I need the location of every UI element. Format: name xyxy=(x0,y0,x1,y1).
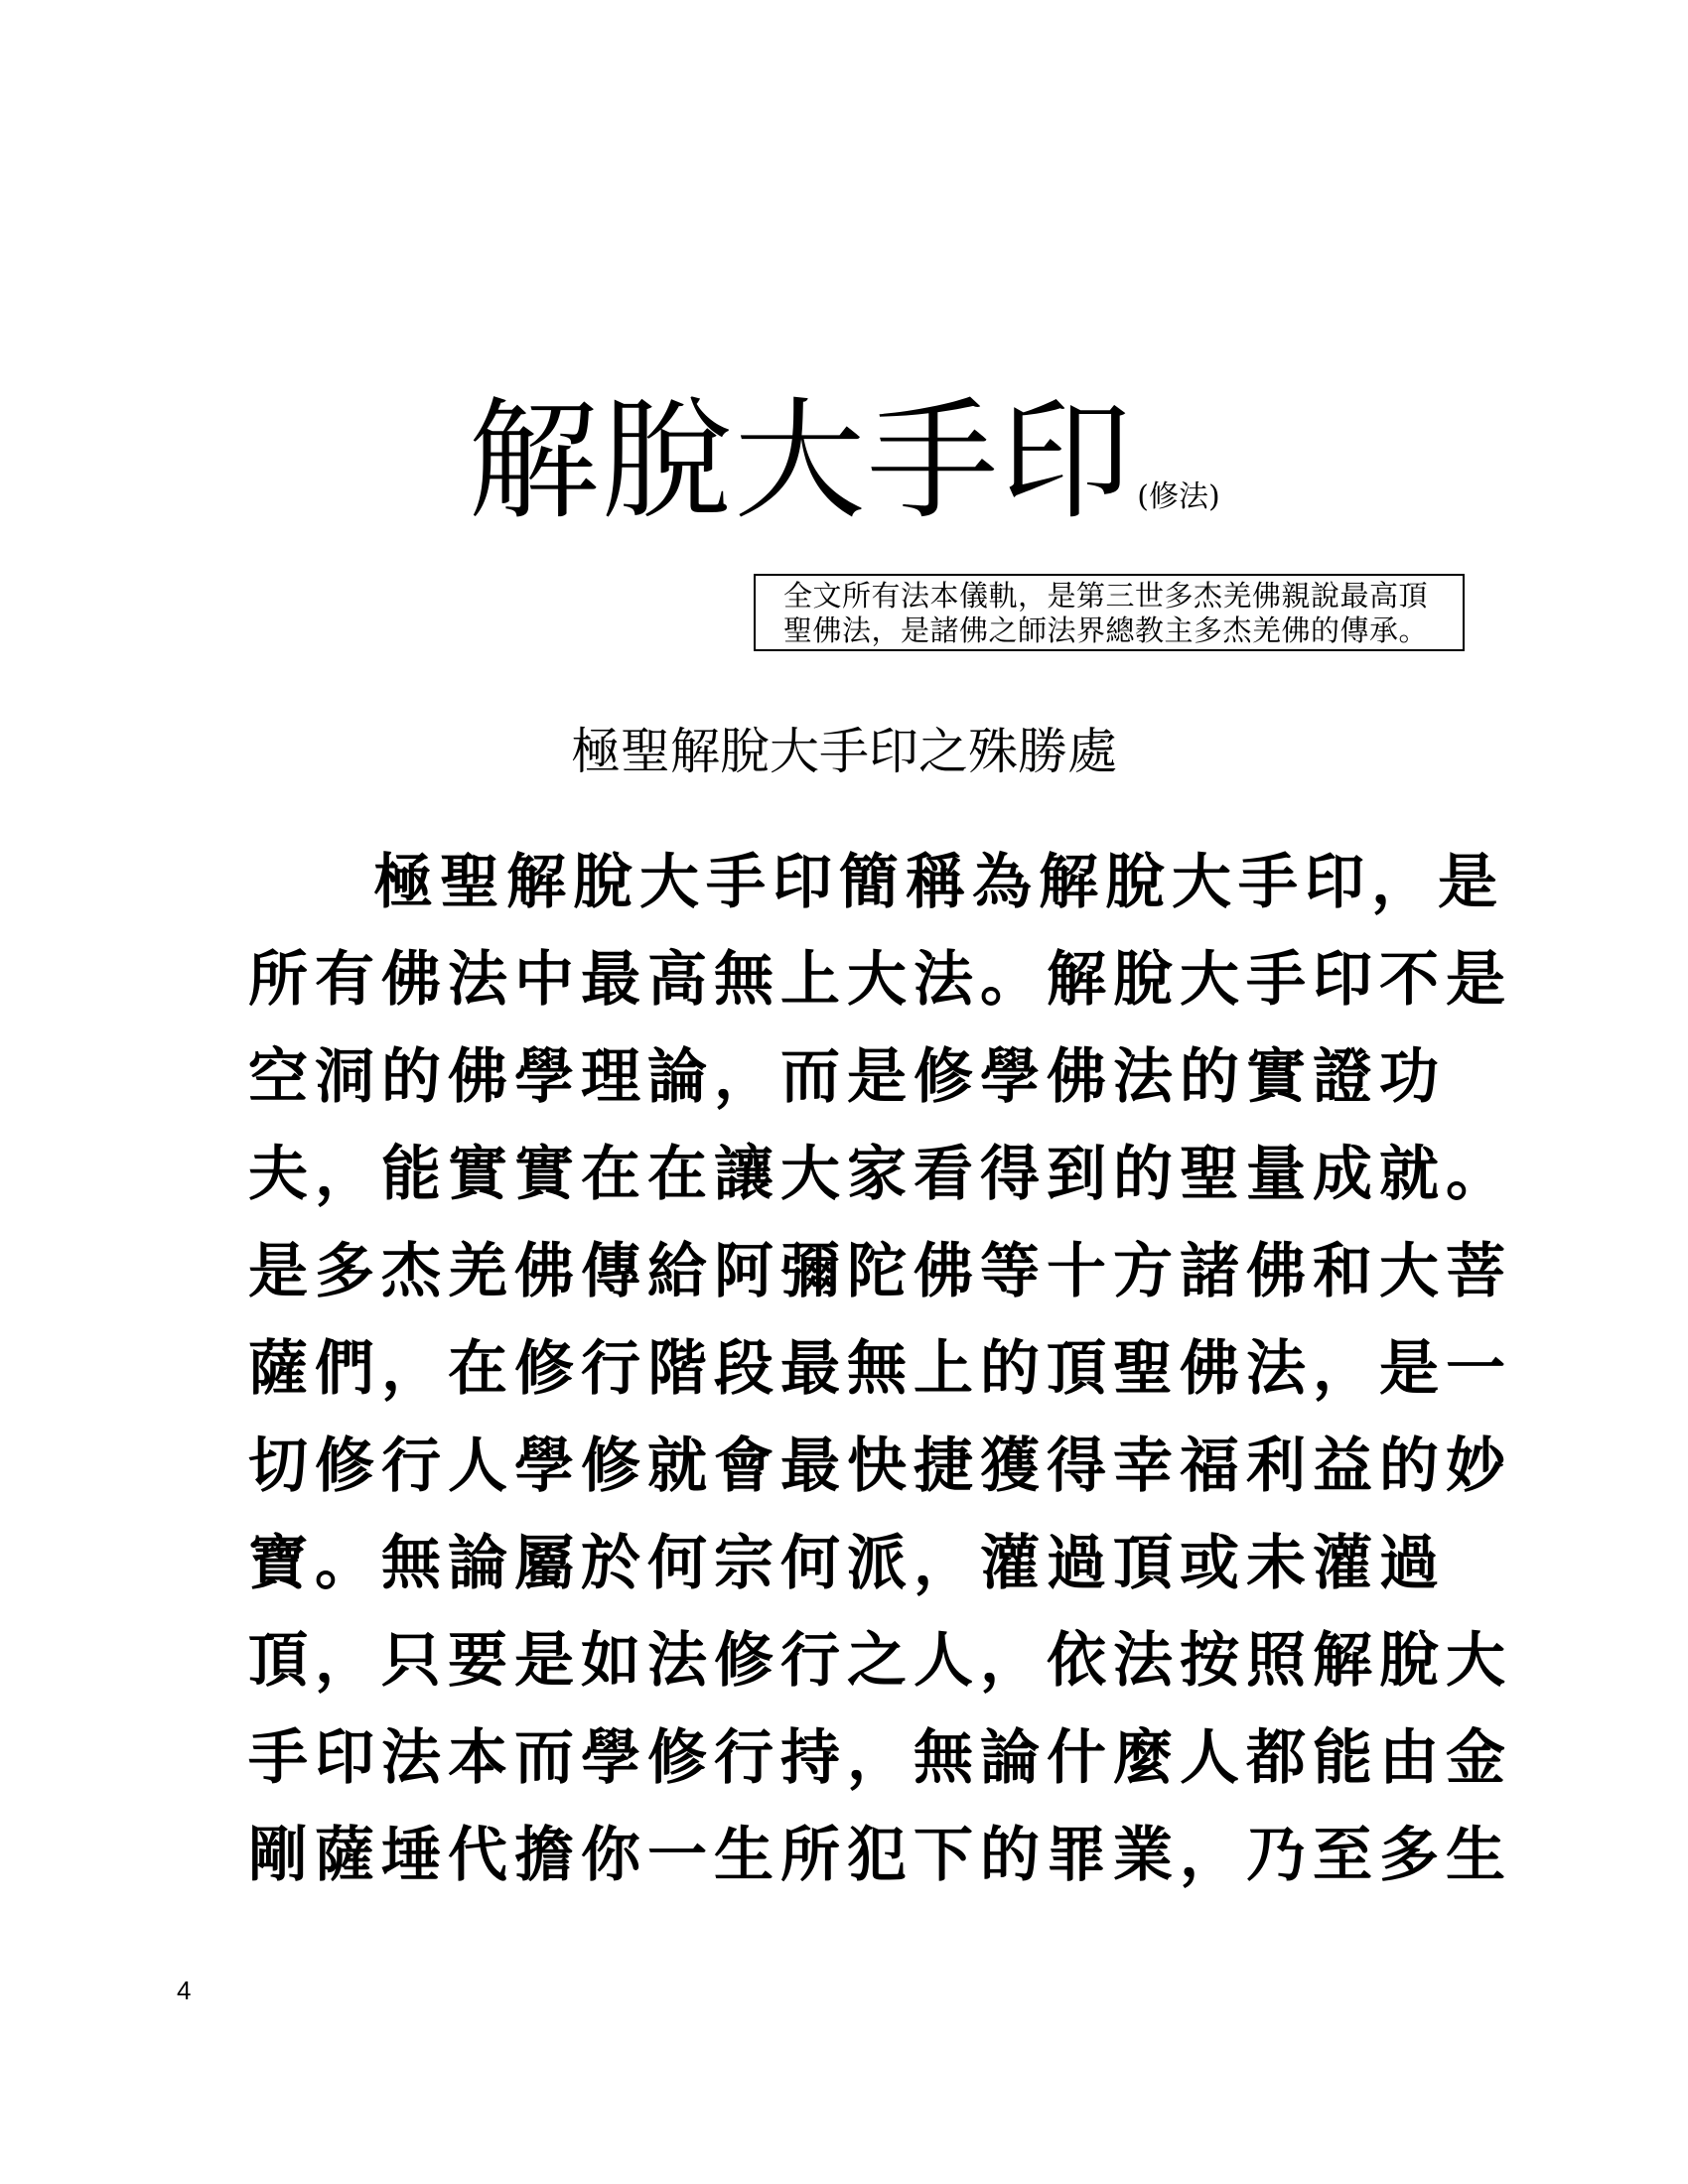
body-line: 極聖解脫大手印簡稱為解脫大手印，是 xyxy=(373,848,1504,917)
notice-line: 聖佛法，是諸佛之師法界總教主多杰羌佛的傳承。 xyxy=(783,614,1429,647)
lineage-notice-box xyxy=(754,574,1465,651)
body-line: 切修行人學修就會最快捷獲得幸福利益的妙 xyxy=(248,1432,1512,1501)
body-line: 頂，只要是如法修行之人，依法按照解脫大 xyxy=(248,1626,1512,1696)
body-paragraph xyxy=(248,834,1512,1904)
body-line: 夫，能實實在在讓大家看得到的聖量成就。 xyxy=(248,1140,1512,1209)
body-line: 空洞的佛學理論，而是修學佛法的實證功 xyxy=(248,1042,1446,1112)
section-heading: 極聖解脫大手印之殊勝處 xyxy=(571,723,1117,780)
notice-line: 全文所有法本儀軌，是第三世多杰羌佛親說最高頂 xyxy=(783,579,1429,613)
body-line: 薩們，在修行階段最無上的頂聖佛法，是一 xyxy=(248,1334,1512,1404)
body-line: 所有佛法中最高無上大法。解脫大手印不是 xyxy=(248,945,1512,1015)
body-line: 是多杰羌佛傳給阿彌陀佛等十方諸佛和大菩 xyxy=(248,1237,1512,1306)
title-subtitle: (修法) xyxy=(1137,479,1220,514)
title-block xyxy=(0,387,1688,536)
page-number: 4 xyxy=(177,1976,192,2005)
body-line: 剛薩埵代擔你一生所犯下的罪業，乃至多生 xyxy=(248,1821,1512,1890)
body-line: 手印法本而學修行持，無論什麼人都能由金 xyxy=(248,1723,1512,1793)
main-title: 解脫大手印 xyxy=(468,385,1134,538)
body-line: 寶。無論屬於何宗何派，灌過頂或未灌過 xyxy=(248,1529,1446,1598)
